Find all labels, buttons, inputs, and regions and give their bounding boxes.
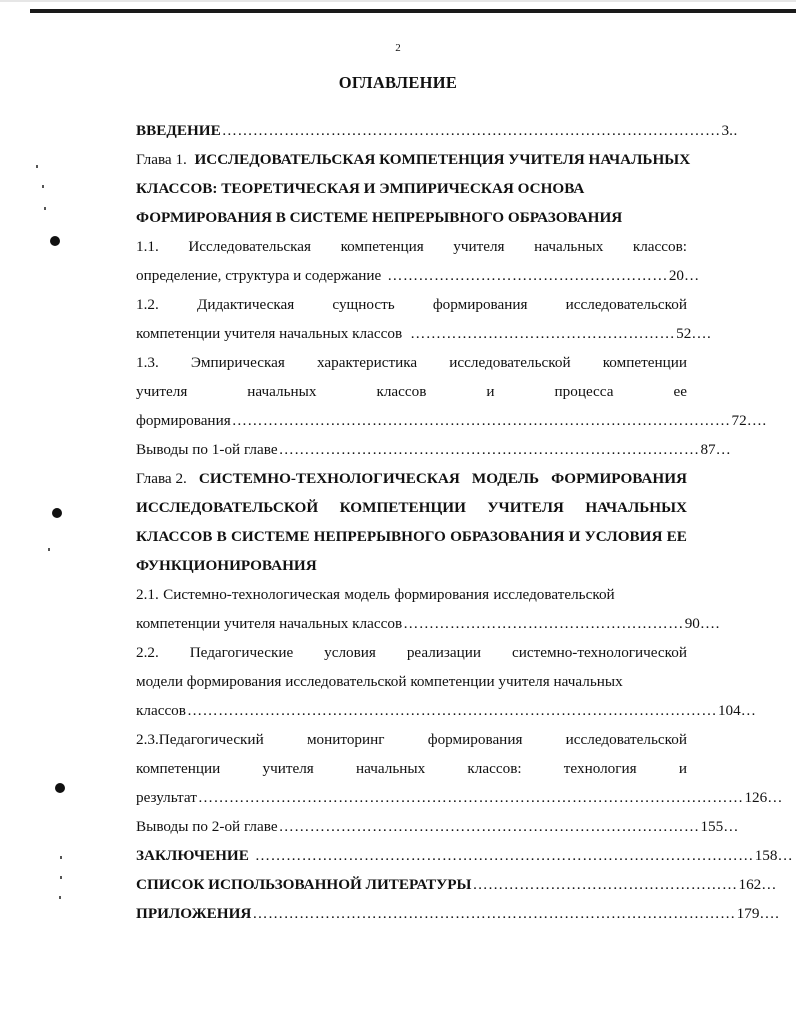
word: классов xyxy=(376,383,427,400)
word: Дидактическая xyxy=(196,296,295,313)
word: начальных xyxy=(247,383,317,400)
word: Педагогические xyxy=(189,644,294,661)
scan-speck xyxy=(42,185,44,188)
chapter-1-heading-line-2: КЛАССОВ: ТЕОРЕТИЧЕСКАЯ И ЭМПИРИЧЕСКАЯ ОСНОВА xyxy=(136,180,585,197)
word: СИСТЕМЕ xyxy=(230,528,310,545)
word: учителя xyxy=(136,383,188,400)
toc-leader: …………………………………………… xyxy=(410,325,676,342)
toc-page: 87 xyxy=(700,441,716,458)
word: ее xyxy=(673,383,687,400)
word: 2.3.Педагогический xyxy=(136,731,264,748)
toc-label: ПРИЛОЖЕНИЯ xyxy=(136,905,252,922)
toc-page: 155 xyxy=(700,818,724,835)
word: 1.2. xyxy=(136,296,159,313)
toc-entry-conclusion xyxy=(136,841,794,870)
word: условия xyxy=(324,644,376,661)
toc-entry-2-3-line-1 xyxy=(136,725,687,754)
word: компетенции xyxy=(602,354,687,371)
toc-entry-1-1-line-2 xyxy=(136,261,700,290)
word: технология xyxy=(563,760,637,777)
word: ЕЕ xyxy=(666,528,687,545)
punch-hole xyxy=(55,783,65,793)
word: В xyxy=(216,528,227,545)
word: ФОРМИРОВАНИЯ xyxy=(551,470,687,487)
word: и xyxy=(486,383,495,400)
word: системно-технологической xyxy=(511,644,687,661)
toc-page: 104 xyxy=(717,702,741,719)
chapter-2-heading-line-3 xyxy=(136,522,687,551)
toc-entry-1-3-line-1 xyxy=(136,348,687,377)
chapter-title: ИССЛЕДОВАТЕЛЬСКАЯ КОМПЕТЕНЦИЯ УЧИТЕЛЯ НАЧАЛЬНЫХ xyxy=(194,151,691,168)
toc-label: ВВЕДЕНИЕ xyxy=(136,122,221,139)
toc-page: 90 xyxy=(684,615,700,632)
word: компетенция xyxy=(340,238,424,255)
word: процесса xyxy=(554,383,614,400)
word: начальных xyxy=(534,238,604,255)
word: сущность xyxy=(332,296,395,313)
toc-leader: ……………………………………………… xyxy=(403,615,684,632)
toc-page: 72 xyxy=(731,412,747,429)
word: ИССЛЕДОВАТЕЛЬСКОЙ xyxy=(136,499,319,516)
chapter-2-heading-line-4: ФУНКЦИОНИРОВАНИЯ xyxy=(136,557,317,574)
word: учителя xyxy=(453,238,505,255)
toc-page: 20 xyxy=(668,267,685,284)
word: формирования xyxy=(432,296,528,313)
word: УЧИТЕЛЯ xyxy=(487,499,564,516)
toc-entry-2-2-line-2: модели формирования исследовательской компетенции учителя начальных xyxy=(136,673,623,690)
toc-entry-2-1-line-1: 2.1. Системно-технологическая модель формирования исследовательской xyxy=(136,586,615,603)
toc-leader: ………………………………………………………………………………… xyxy=(252,905,736,922)
toc-leader: ……………………………………………………………………… xyxy=(278,441,700,458)
scan-speck xyxy=(60,876,62,879)
chapter-prefix: Глава 2. xyxy=(136,470,187,487)
toc-entry-2-3-line-3 xyxy=(136,783,783,812)
toc-label: Выводы по 2-ой главе xyxy=(136,818,278,835)
toc-leader: …………………………………………………………………………………… xyxy=(254,847,754,864)
toc-trail: … xyxy=(740,702,757,719)
word: СИСТЕМНО-ТЕХНОЛОГИЧЕСКАЯ xyxy=(198,470,460,487)
toc-page: 3 xyxy=(721,122,730,139)
toc-label: компетенции учителя начальных классов xyxy=(136,615,403,632)
toc-label: Выводы по 1-ой главе xyxy=(136,441,278,458)
toc-entry-2-2-line-1 xyxy=(136,638,687,667)
page-number: 2 xyxy=(395,42,401,54)
toc-leader: …………………………………………………………………………………… xyxy=(221,122,721,139)
word: классов: xyxy=(467,760,522,777)
toc-entry-1-2-line-2 xyxy=(136,319,712,348)
toc-page: 52 xyxy=(676,325,692,342)
scan-speck xyxy=(60,856,62,859)
toc-entry-2-2-line-3 xyxy=(136,696,757,725)
word: начальных xyxy=(356,760,426,777)
toc-entry-1-1-line-1 xyxy=(136,232,687,261)
toc-label: ЗАКЛЮЧЕНИЕ xyxy=(136,847,249,864)
chapter-1-heading-line-3: ФОРМИРОВАНИЯ В СИСТЕМЕ НЕПРЕРЫВНОГО ОБРАЗОВАНИЯ xyxy=(136,209,623,226)
toc-entry-2-1-line-2 xyxy=(136,609,720,638)
word: И xyxy=(568,528,581,545)
word: мониторинг xyxy=(306,731,385,748)
toc-label: СПИСОК ИСПОЛЬЗОВАННОЙ ЛИТЕРАТУРЫ xyxy=(136,876,472,893)
toc-label: компетенции учителя начальных классов xyxy=(136,325,403,342)
toc-entry-introduction xyxy=(136,116,738,145)
toc-entry-references xyxy=(136,870,777,899)
word: 1.3. xyxy=(136,354,159,371)
word: и xyxy=(678,760,687,777)
word: компетенции xyxy=(136,760,221,777)
toc-label: формирования xyxy=(136,412,231,429)
scan-speck xyxy=(44,207,46,210)
scan-border-line xyxy=(30,9,796,13)
toc-label: классов xyxy=(136,702,186,719)
toc-entry-conclusions-1 xyxy=(136,435,732,464)
word: 2.2. xyxy=(136,644,159,661)
word: УСЛОВИЯ xyxy=(584,528,663,545)
word: КЛАССОВ xyxy=(136,528,213,545)
toc-trail: .. xyxy=(729,122,738,139)
toc-page: 179 xyxy=(736,905,760,922)
word: формирования xyxy=(427,731,523,748)
toc-page: 158 xyxy=(754,847,778,864)
toc-label: определение, структура и содержание xyxy=(136,267,382,284)
toc-entry-1-3-line-2 xyxy=(136,377,687,406)
toc-trail: …. xyxy=(699,615,720,632)
toc-leader: ……………………………………………………………………… xyxy=(278,818,700,835)
toc-page: 126 xyxy=(744,789,768,806)
toc-leader: ………………………………………………………………………………………… xyxy=(186,702,717,719)
word: 1.1. xyxy=(136,238,159,255)
toc-entry-appendix xyxy=(136,899,780,928)
chapter-prefix: Глава 1. xyxy=(136,151,187,168)
word: исследовательской xyxy=(565,731,687,748)
chapter-2-heading-line-1 xyxy=(136,464,687,493)
toc-trail: … xyxy=(767,789,783,806)
toc-entry-2-3-line-2 xyxy=(136,754,687,783)
toc-trail: … xyxy=(715,441,732,458)
word: учителя xyxy=(262,760,314,777)
toc-trail: … xyxy=(723,818,739,835)
word: МОДЕЛЬ xyxy=(471,470,540,487)
toc-trail: … xyxy=(761,876,777,893)
scan-speck xyxy=(36,165,38,168)
punch-hole xyxy=(52,508,62,518)
chapter-1-heading-line-1 xyxy=(136,145,691,174)
toc-leader: …………………………………………………………………………………………… xyxy=(197,789,744,806)
chapter-2-heading-line-2 xyxy=(136,493,687,522)
toc-page: 162 xyxy=(738,876,762,893)
toc-trail: …. xyxy=(746,412,767,429)
word: КОМПЕТЕНЦИИ xyxy=(339,499,466,516)
toc-label: результат xyxy=(136,789,197,806)
toc-leader: …………………………………………… xyxy=(472,876,738,893)
table-of-contents xyxy=(136,116,794,928)
toc-trail: …. xyxy=(759,905,780,922)
word: НАЧАЛЬНЫХ xyxy=(585,499,687,516)
word: НЕПРЕРЫВНОГО xyxy=(313,528,446,545)
scan-speck xyxy=(48,548,50,551)
toc-entry-conclusions-2 xyxy=(136,812,739,841)
word: Исследовательская xyxy=(188,238,312,255)
toc-entry-1-2-line-1 xyxy=(136,290,687,319)
scan-edge-top xyxy=(0,0,796,2)
punch-hole xyxy=(50,236,60,246)
word: характеристика xyxy=(317,354,418,371)
toc-leader: …………………………………………………………………………………… xyxy=(231,412,731,429)
word: Эмпирическая xyxy=(190,354,285,371)
word: классов: xyxy=(632,238,687,255)
toc-trail: … xyxy=(684,267,700,284)
toc-entry-1-3-line-3 xyxy=(136,406,767,435)
page-title: ОГЛАВЛЕНИЕ xyxy=(338,73,458,92)
word: реализации xyxy=(406,644,482,661)
word: исследовательской xyxy=(565,296,687,313)
word: ОБРАЗОВАНИЯ xyxy=(450,528,565,545)
scan-speck xyxy=(59,896,61,899)
toc-leader: ……………………………………………… xyxy=(387,267,668,284)
word: исследовательской xyxy=(449,354,571,371)
toc-trail: … xyxy=(777,847,794,864)
toc-trail: …. xyxy=(691,325,712,342)
